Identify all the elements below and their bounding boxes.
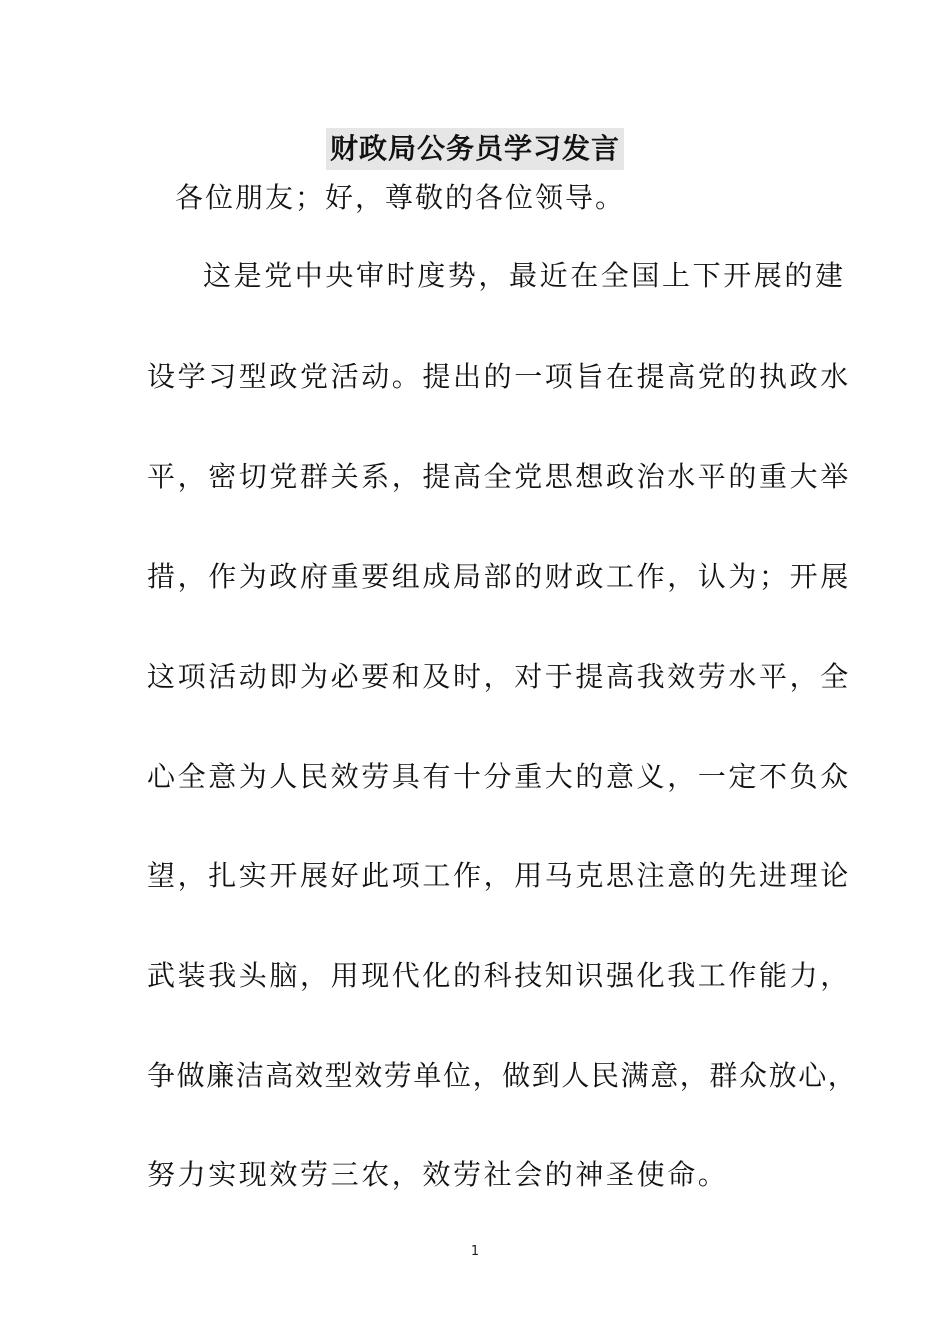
paragraph-line-9: 争做廉洁高效型效劳单位，做到人民满意，群众放心， bbox=[147, 1059, 858, 1092]
paragraph-line-7: 望，扎实开展好此项工作，用马克思注意的先进理论 bbox=[147, 859, 851, 892]
paragraph-line-5: 这项活动即为必要和及时，对于提高我效劳水平，全 bbox=[147, 660, 851, 693]
paragraph-line-4: 措，作为政府重要组成局部的财政工作，认为；开展 bbox=[147, 560, 851, 593]
paragraph-line-8: 武装我头脑，用现代化的科技知识强化我工作能力， bbox=[147, 959, 851, 992]
paragraph-line-1: 这是党中央审时度势，最近在全国上下开展的建 bbox=[203, 259, 846, 292]
paragraph-line-3: 平，密切党群关系，提高全党思想政治水平的重大举 bbox=[147, 460, 851, 493]
document-title: 财政局公务员学习发言 bbox=[326, 128, 624, 170]
paragraph-line-10: 努力实现效劳三农，效劳社会的神圣使命。 bbox=[147, 1158, 729, 1191]
paragraph-line-2: 设学习型政党活动。提出的一项旨在提高党的执政水 bbox=[147, 360, 851, 393]
paragraph-line-6: 心全意为人民效劳具有十分重大的意义，一定不负众 bbox=[147, 760, 851, 793]
page-number: 1 bbox=[470, 1244, 480, 1259]
title-container bbox=[0, 128, 950, 170]
greeting-line: 各位朋友；好，尊敬的各位领导。 bbox=[175, 181, 626, 214]
